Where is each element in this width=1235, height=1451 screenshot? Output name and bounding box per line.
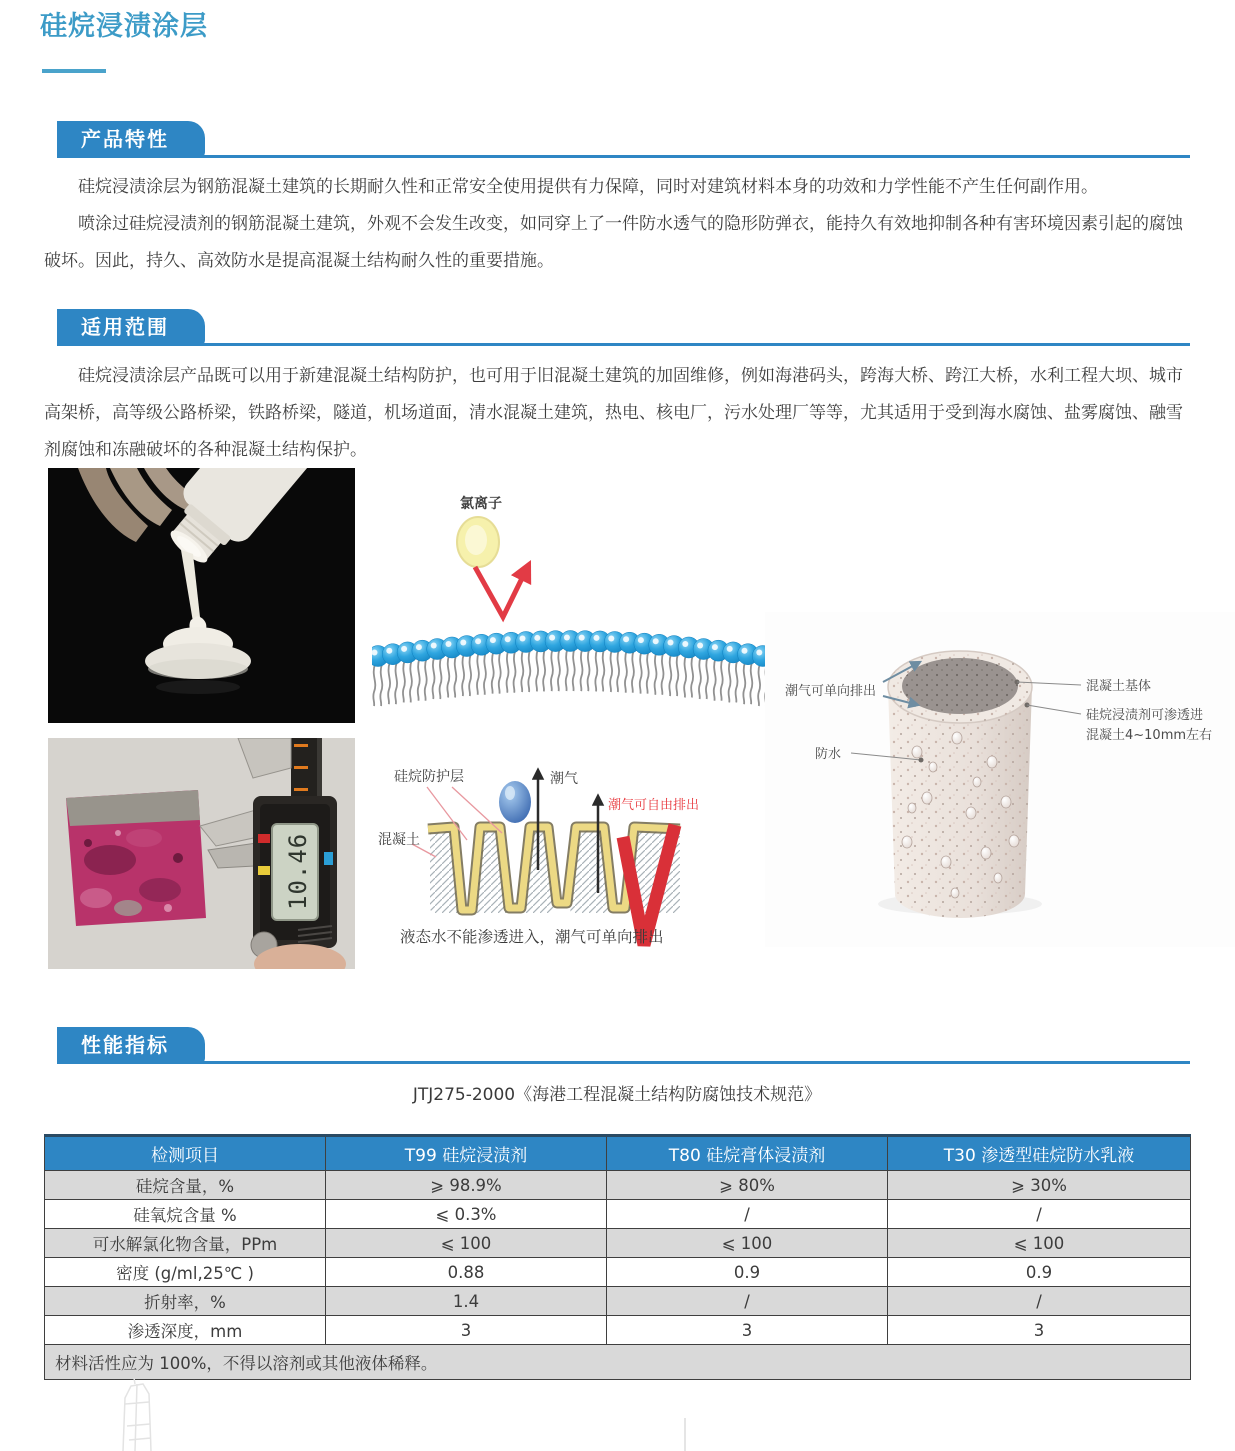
table-header-cell: T99 硅烷浸渍剂 (326, 1136, 607, 1171)
diagram-concrete-cylinder-image (765, 612, 1235, 947)
cylinder-waterproof-label: 防水 (815, 747, 842, 762)
table-row (45, 1258, 1191, 1287)
chloride-ion-label: 氯离子 (460, 496, 502, 512)
table-row (45, 1229, 1191, 1258)
table-header-cell: T80 硅烷膏体浸渍剂 (607, 1136, 888, 1171)
photo-caliper-measurement-image (48, 738, 355, 969)
table-cell: 3 (326, 1316, 607, 1345)
cylinder-penetration-label-2: 混凝土4~10mm左右 (1086, 728, 1213, 743)
scope-paragraphs (44, 358, 1190, 469)
table-cell: ⩽ 0.3% (326, 1200, 607, 1229)
table-row (45, 1171, 1191, 1200)
photo-silane-paste-pouring (48, 468, 355, 723)
table-footnote: 材料活性应为 100%，不得以溶剂或其他液体稀释。 (45, 1345, 1191, 1380)
table-cell: 1.4 (326, 1287, 607, 1316)
table-cell: 3 (607, 1316, 888, 1345)
table-row-label: 可水解氯化物含量，PPm (45, 1229, 326, 1258)
cylinder-moisture-label: 潮气可单向排出 (785, 684, 877, 699)
table-row (45, 1287, 1191, 1316)
caliper-red-button (258, 834, 270, 843)
features-paragraph-1: 硅烷浸渍涂层为钢筋混凝土建筑的长期耐久性和正常安全使用提供有力保障，同时对建筑材料本身的功效和力学性能不产生任何副作用。 (78, 177, 1098, 197)
section-heading-features-label: 产品特性 (81, 127, 169, 151)
table-cell: / (888, 1287, 1191, 1316)
cylinder-matrix-label: 混凝土基体 (1086, 679, 1152, 694)
cylinder-penetration-label-1: 硅烷浸渍剂可渗透进 (1086, 708, 1204, 723)
features-paragraphs (44, 169, 1190, 280)
diagram-chloride-repelled-image (372, 470, 768, 715)
page-title: 硅烷浸渍涂层 (40, 11, 208, 42)
table-cell: / (607, 1287, 888, 1316)
section-rule-features (57, 155, 1190, 158)
diagram-breathable-waterproof (372, 745, 704, 969)
table-cell: ⩽ 100 (326, 1229, 607, 1258)
table-row-label: 密度 (g/ml,25℃ ) (45, 1258, 326, 1287)
section-heading-performance (57, 1027, 205, 1064)
features-paragraph-2: 喷涂过硅烷浸渍剂的钢筋混凝土建筑，外观不会发生改变，如同穿上了一件防水透气的隐形防弹衣，能持久有效地抑制各种有害环境因素引起的腐蚀破坏。因此，持久、高效防水是提高混凝土结构耐久性的重要措施。 (44, 214, 1183, 271)
section-rule-performance (57, 1061, 1190, 1064)
table-footnote-row (45, 1345, 1191, 1380)
diagram-breathable-waterproof-image (372, 745, 704, 969)
table-row (45, 1316, 1191, 1345)
table-header-cell: T30 渗透型硅烷防水乳液 (888, 1136, 1191, 1171)
table-cell: ⩽ 100 (888, 1229, 1191, 1258)
photo-silane-paste-pouring-image (48, 468, 355, 723)
caliper-blue-button (324, 852, 333, 865)
section-heading-performance-label: 性能指标 (81, 1033, 169, 1057)
building-watermark (85, 1378, 725, 1451)
table-cell: 0.88 (326, 1258, 607, 1287)
section-rule-scope (57, 343, 1190, 346)
table-row-label: 渗透深度，mm (45, 1316, 326, 1345)
table-row (45, 1200, 1191, 1229)
title-underline (42, 69, 106, 73)
scope-paragraph: 硅烷浸渍涂层产品既可以用于新建混凝土结构防护，也可用于旧混凝土建筑的加固维修，例如海港码头，跨海大桥、跨江大桥，水利工程大坝、城市高架桥，高等级公路桥梁，铁路桥梁，隧道，机场道面，清水混凝土建筑，热电、核电厂，污水处理厂等等，尤其适用于受到海水腐蚀、盐雾腐蚀、融雪剂腐蚀和冻融破坏的各种混凝土结构保护。 (44, 366, 1183, 460)
breathable-caption: 液态水不能渗透进入，潮气可单向排出 (400, 928, 664, 946)
photo-caliper-measurement (48, 738, 355, 969)
section-heading-features (57, 121, 205, 158)
water-droplet (499, 781, 531, 823)
free-exit-label: 潮气可自由排出 (608, 798, 700, 813)
table-cell: ⩾ 80% (607, 1171, 888, 1200)
table-cell: 3 (888, 1316, 1191, 1345)
standard-caption: JTJ275-2000《海港工程混凝土结构防腐蚀技术规范》 (412, 1085, 822, 1105)
table-cell: ⩽ 100 (607, 1229, 888, 1258)
concrete-sample (66, 790, 206, 926)
table-cell: / (888, 1200, 1191, 1229)
table-row-label: 硅氧烷含量 % (45, 1200, 326, 1229)
silane-layer-label: 硅烷防护层 (394, 769, 464, 785)
concrete-cylinder (888, 651, 1032, 918)
table-cell: / (607, 1200, 888, 1229)
caliper-yellow-button (258, 866, 270, 875)
table-cell: 0.9 (607, 1258, 888, 1287)
section-heading-scope (57, 309, 205, 346)
diagram-chloride-repelled (372, 470, 768, 715)
concrete-label: 混凝土 (378, 832, 420, 848)
moisture-label: 潮气 (550, 771, 578, 787)
table-cell: 0.9 (888, 1258, 1191, 1287)
section-heading-scope-label: 适用范围 (81, 315, 169, 339)
table-header-cell: 检测项目 (45, 1136, 326, 1171)
table-header-row (45, 1136, 1191, 1171)
table-row-label: 折射率，% (45, 1287, 326, 1316)
caliper-reading: 10.46 (284, 832, 312, 910)
table-row-label: 硅烷含量，% (45, 1171, 326, 1200)
table-cell: ⩾ 98.9% (326, 1171, 607, 1200)
performance-table (44, 1134, 1191, 1380)
table-cell: ⩾ 30% (888, 1171, 1191, 1200)
diagram-concrete-cylinder (765, 612, 1235, 947)
